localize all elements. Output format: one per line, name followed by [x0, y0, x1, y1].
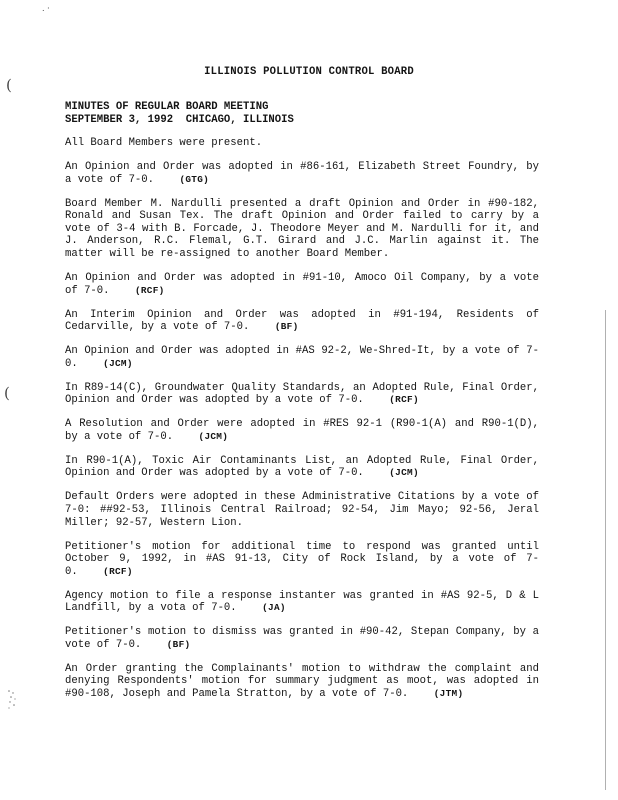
member-code: (JA)	[262, 602, 286, 614]
paragraph	[65, 309, 539, 334]
paragraph	[65, 663, 539, 701]
paragraph	[65, 198, 539, 261]
paragraph-text: In R89-14(C), Groundwater Quality Standards, an Adopted Rule, Final Order, Opinion and Order was adopted by a vote of 7-0.	[65, 381, 539, 407]
member-code: (JCM)	[198, 430, 229, 442]
minutes-heading	[65, 101, 294, 126]
paragraph-text: Board Member M. Nardulli presented a draft Opinion and Order in #90-182, Ronald and Susan Tex. The draft Opinion and Order failed to carry by a vote of 3-4 with B. Forcade, J. Theodore Meyer and M. Nardulli for it, and J. Anderson, R.C. Flemal, G.T. Girard and J.C. Marlin against it. The matter will be re-assigned to another Board Member.	[65, 197, 539, 260]
paragraph-text: In R90-1(A), Toxic Air Contaminants List, an Adopted Rule, Final Order, Opinion and Order was adopted by a vote of 7-0.	[65, 454, 539, 480]
paragraph-text: Default Orders were adopted in these Administrative Citations by a vote of 7-0: ##92-53, Illinois Central Railroad; 92-54, Jim Mayo; 92-56, Jeral Miller; 92-57, Western Lion.	[65, 491, 539, 529]
paragraph	[65, 382, 539, 407]
paragraph	[65, 541, 539, 579]
paragraph	[65, 345, 539, 370]
paragraph-text: Petitioner's motion to dismiss was granted in #90-42, Stepan Company, by a vote of 7-0.	[65, 626, 539, 651]
paragraph	[65, 161, 539, 186]
member-code: (GTG)	[179, 173, 210, 185]
paragraph	[65, 272, 539, 297]
paragraph-text: An Opinion and Order was adopted in #86-161, Elizabeth Street Foundry, by a vote of 7-0.	[65, 160, 539, 186]
member-code: (RCF)	[134, 284, 165, 296]
scan-mark-top: . ·	[42, 4, 50, 13]
paragraph	[65, 626, 539, 651]
minutes-date-line: SEPTEMBER 3, 1992 CHICAGO, ILLINOIS	[65, 113, 294, 126]
scan-mark-left-2: (	[4, 384, 10, 402]
member-code: (RCF)	[103, 565, 133, 577]
right-margin-line	[605, 310, 606, 790]
paragraph-text: An Opinion and Order was adopted in #91-10, Amoco Oil Company, by a vote of 7-0.	[65, 271, 539, 297]
member-code: (BF)	[166, 638, 191, 650]
paragraph	[65, 491, 539, 529]
board-name-header: ILLINOIS POLLUTION CONTROL BOARD	[204, 66, 414, 78]
scan-speckle	[6, 688, 18, 712]
paragraph	[65, 137, 539, 150]
member-code: (RCF)	[389, 394, 419, 406]
paragraph	[65, 455, 539, 480]
paragraph	[65, 590, 539, 615]
member-code: (JTM)	[433, 688, 464, 700]
paragraph-text: All Board Members were present.	[65, 137, 263, 149]
member-code: (BF)	[274, 321, 299, 333]
scan-mark-left-1: (	[6, 76, 12, 94]
member-code: (JCM)	[389, 467, 419, 479]
paragraph-text: A Resolution and Order were adopted in #RES 92-1 (R90-1(A) and R90-1(D), by a vote of 7-0.	[65, 418, 539, 443]
paragraph	[65, 418, 539, 443]
paragraph-text: Agency motion to file a response instanter was granted in #AS 92-5, D & L Landfill, by a vota of 7-0.	[65, 589, 539, 615]
minutes-title: MINUTES OF REGULAR BOARD MEETING	[65, 101, 269, 113]
paragraph-text: An Opinion and Order was adopted in #AS 92-2, We-Shred-It, by a vote of 7-0.	[65, 345, 539, 370]
paragraph-text: An Order granting the Complainants' motion to withdraw the complaint and denying Respondents' motion for summary judgment as moot, was adopted in #90-108, Joseph and Pamela Stratton, by a vote of 7-0.	[65, 662, 539, 701]
member-code: (JCM)	[103, 357, 133, 369]
paragraph-text: An Interim Opinion and Order was adopted in #91-194, Residents of Cedarville, by a vote of 7-0.	[65, 308, 539, 334]
minutes-body	[65, 137, 539, 712]
paragraph-text: Petitioner's motion for additional time to respond was granted until October 9, 1992, in #AS 91-13, City of Rock Island, by a vote of 7-0.	[65, 540, 539, 578]
